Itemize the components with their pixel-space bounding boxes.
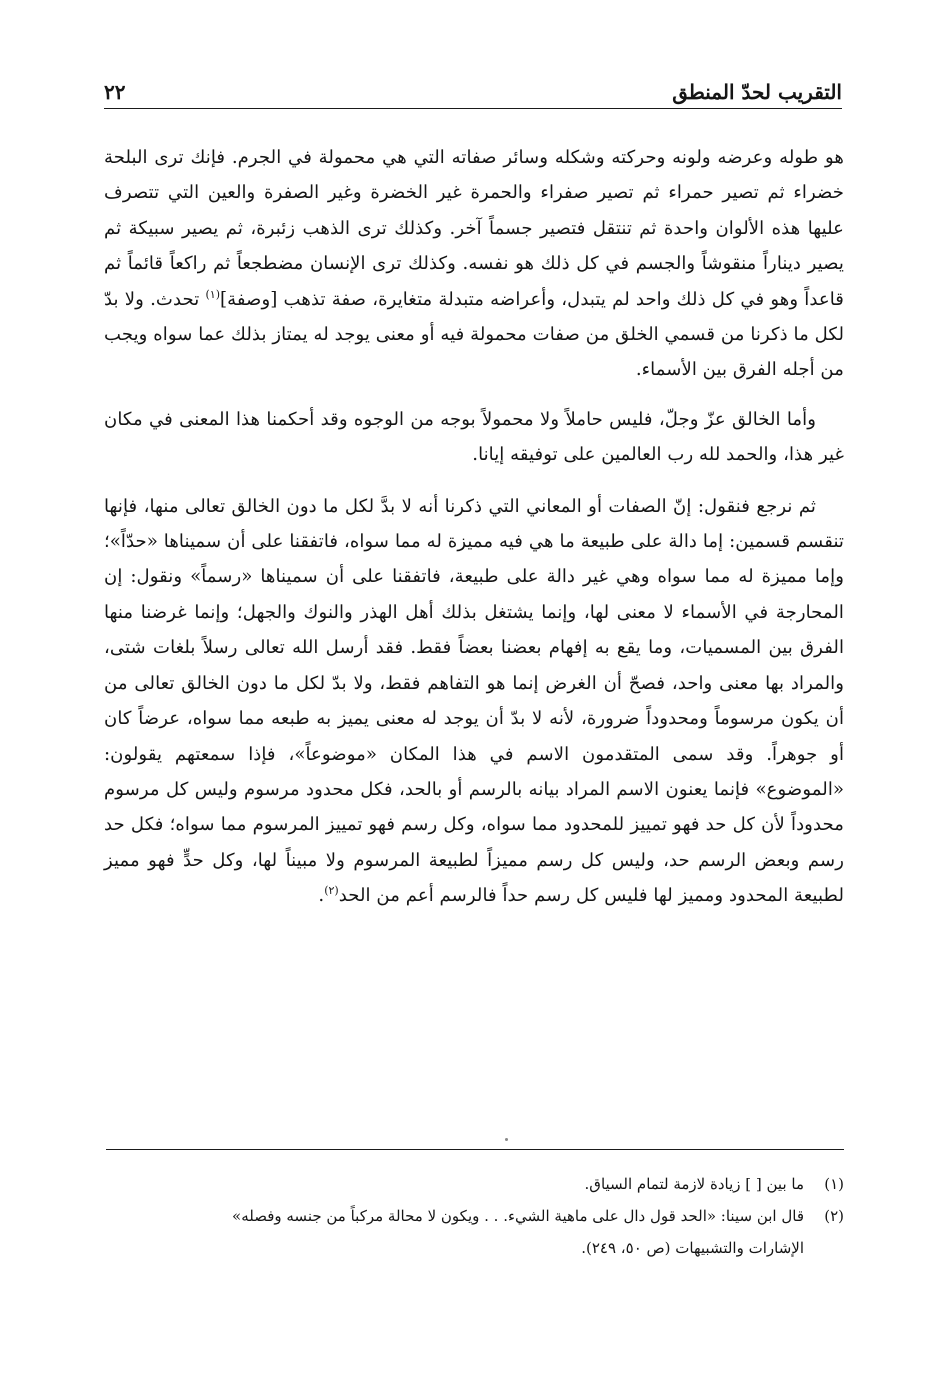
running-title: التقريب لحدّ المنطق: [672, 80, 842, 104]
footnote-divider: [106, 1149, 844, 1150]
paragraph-1-tail: تحدث. ولا بدّ لكل ما ذكرنا من قسمي الخلق من صفات محمولة فيه أو معنى يوجد له يمتاز بذلك عما سواه ويجب من أجله الفرق بين الأسماء.: [104, 288, 844, 381]
footnote-2-continuation: الإشارات والتشبيهات (ص ٥٠، ٢٤٩).: [581, 1239, 804, 1257]
scan-speck: [505, 1138, 508, 1141]
footnote-number: (٢): [824, 1207, 844, 1225]
page-header: [104, 66, 842, 109]
footnote-number: (١): [824, 1175, 844, 1193]
main-text: [104, 140, 844, 914]
footnote-text: ما بين [ ] زيادة لازمة لتمام السياق.: [584, 1175, 804, 1193]
paragraph-3-text: ثم نرجع فنقول: إنّ الصفات أو المعاني التي ذكرنا أنه لا بدَّ لكل ما دون الخالق تعالى منها، فإنها تنقسم قسمين: إما دالة على طبيعة ما هي فيه مميزة له مما سواه، فاتفقنا على أن سميناها «حدّاً»؛ وإما مميزة له مما سواه وهي غير دالة على طبيعة، فاتفقنا على أن سميناها «رسماً» ونقول: إن المحارجة في الأسماء لا معنى لها، وإنما يشتغل بذلك أهل الهذر والنوك والجهل؛ وإنما غرضنا منها الفرق بين المسميات، وما يقع به إفهام بعضنا بعضاً فقط. فقد أرسل الله تعالى رسلاً بلغات شتى، والمراد بها معنى واحد، فصحّ أن الغرض إنما هو التفاهم فقط، ولا بدّ لكل ما دون الخالق تعالى من أن يكون مرسوماً ومحدوداً ضرورة، لأنه لا بدّ أن يوجد له معنى يميز به طبعه مما سواه، عرضاً كان أو جوهراً. وقد سمى المتقدمون الاسم في هذا المكان «موضوعاً»، فإذا سمعتهم يقولون: «الموضوع» فإنما يعنون الاسم المراد بيانه بالرسم أو بالحد، فكل محدود مرسوم وليس كل مرسوم محدوداً لأن كل حد فهو تمييز للمحدود مما سواه، وكل رسم فهو تمييز المرسوم مما سواه؛ فكل حد رسم وبعض الرسم حد، وليس كل رسم مميزاً لطبيعة المرسوم ولا مبيناً لها، وكل حدٍّ فهو مميز لطبيعة المحدود ومميز لها فليس كل رسم حداً فالرسم أعم من الحد: [104, 495, 844, 907]
footnotes: [104, 1168, 844, 1264]
footnote-ref-1: (١): [205, 287, 220, 301]
footnote-2: [104, 1200, 844, 1232]
paragraph-1-text: هو طوله وعرضه ولونه وحركته وشكله وسائر صفاته التي هي محمولة في الجرم. فإنك ترى البلحة خضراء ثم تصير حمراء ثم تصير صفراء والحمرة غير الخضرة وغير الصفرة والعين التي تتصرف عليها هذه الألوان واحدة ثم تنتقل فتصير جسماً آخر. وكذلك ترى الذهب زئبرة، ثم يصير سبيكة ثم يصير ديناراً منقوشاً والجسم في كل ذلك هو نفسه. وكذلك ترى الإنسان مضطجعاً ثم راكعاً قائماً ثم قاعداً وهو في كل ذلك واحد لم يتبدل، وأعراضه متبدلة متغايرة، صفة تذهب [وصفة]: [104, 147, 844, 310]
paragraph-2: وأما الخالق عزّ وجلّ، فليس حاملاً ولا محمولاً بوجه من الوجوه وقد أحكمنا هذا المعنى في مكان غير هذا، والحمد لله رب العالمين على توفيقه إيانا.: [104, 408, 844, 466]
page-number: ٢٢: [104, 80, 126, 104]
footnote-text: قال ابن سينا: «الحد قول دال على ماهية الشيء. . . ويكون لا محالة مركباً من جنسه وفصله»: [232, 1207, 804, 1225]
paragraph-1: [104, 140, 844, 388]
footnote-ref-2: (٢): [324, 884, 339, 898]
paragraph-3: [104, 489, 844, 914]
footnote-1: [104, 1168, 844, 1200]
paragraph-3-tail: .: [318, 885, 325, 907]
